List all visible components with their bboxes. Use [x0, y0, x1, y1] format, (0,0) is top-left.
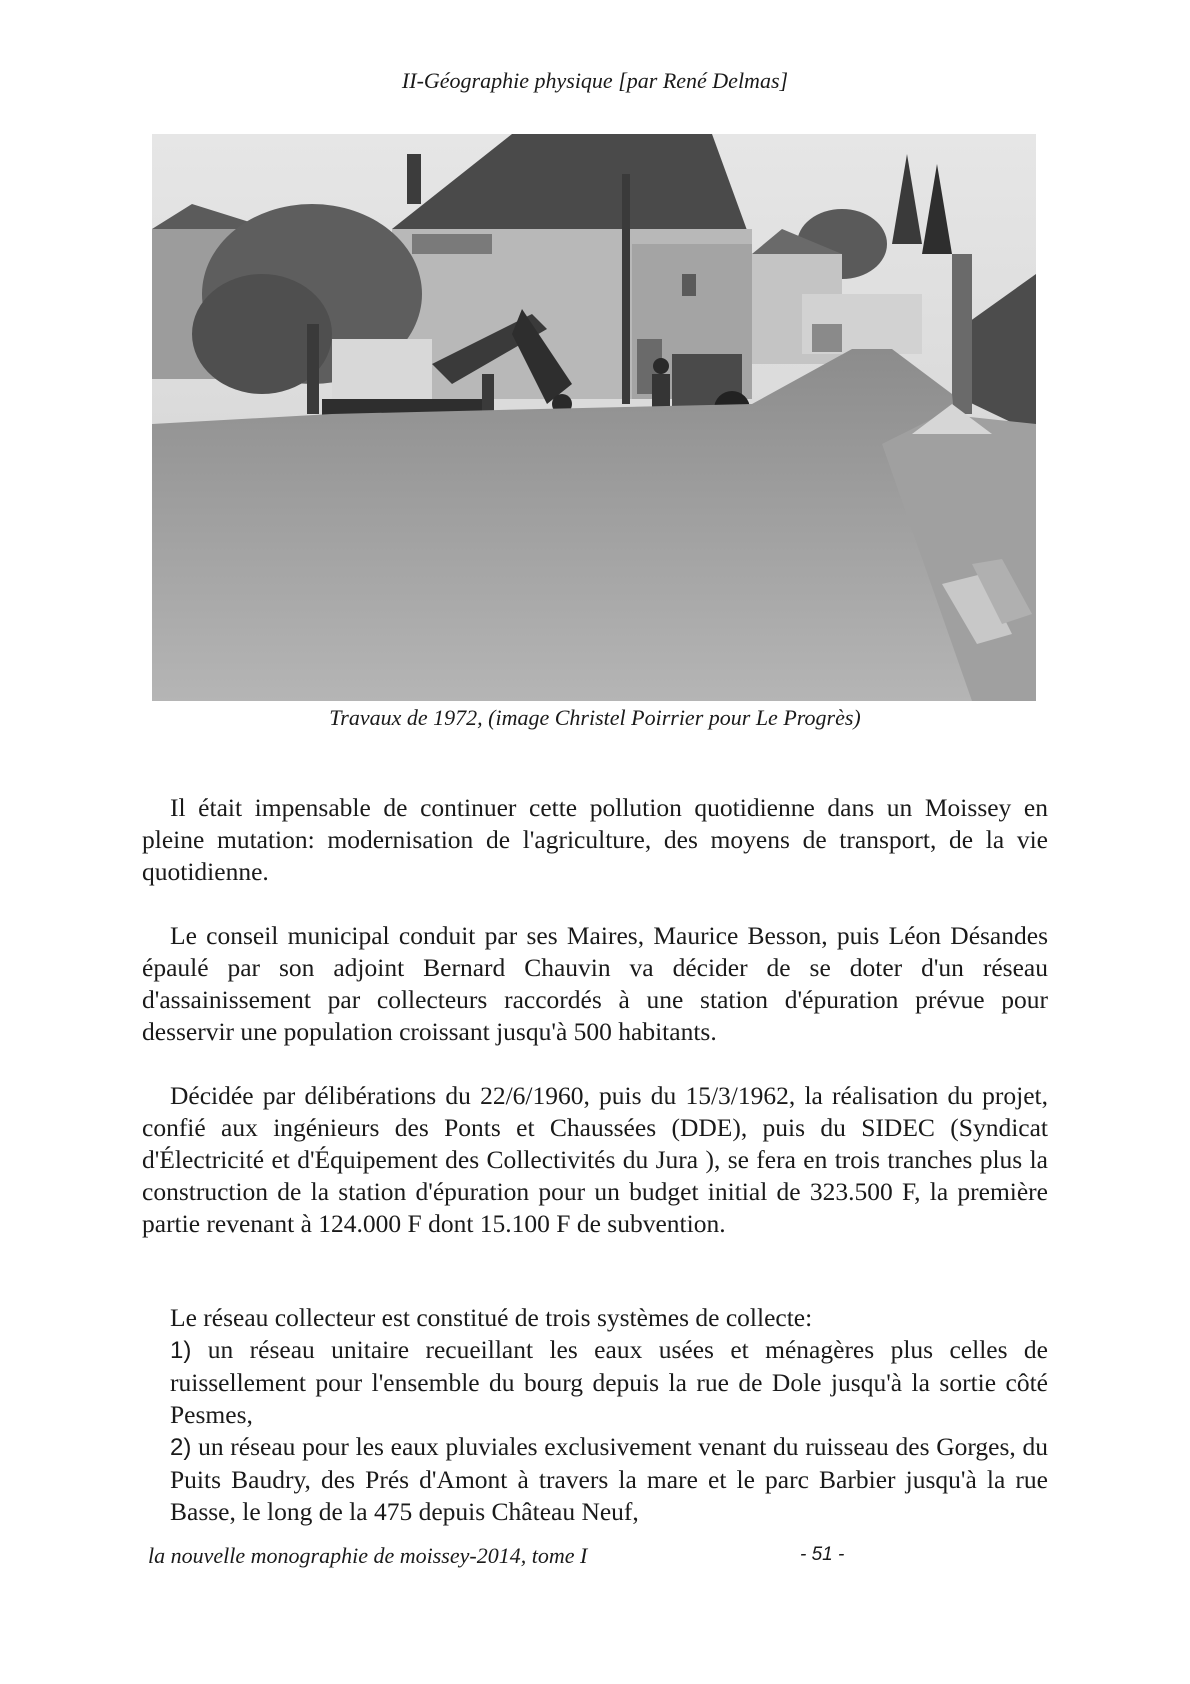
street-works-photo: [152, 134, 1036, 701]
paragraph-3: Décidée par délibérations du 22/6/1960, puis du 15/3/1962, la réalisation du projet, confié aux ingénieurs des Ponts et Chaussées (DDE), puis du SIDEC (Syndicat d'Électricité et d'Équipement des Collectivités du Jura ), se fera en trois tranches plus la construction de la station d'épuration pour un budget initial de 323.500 F, la première partie revenant à 124.000 F dont 15.100 F de subvention.: [142, 1081, 1048, 1238]
list-item-number: 2): [170, 1434, 192, 1461]
list-item-number: 1): [170, 1337, 192, 1364]
list-lead: Le réseau collecteur est constitué de trois systèmes de collecte:: [170, 1303, 813, 1332]
list-item-text: un réseau pour les eaux pluviales exclusivement venant du ruisseau des Gorges, du Puits Baudry, des Prés d'Amont à travers la mare et le parc Barbier jusqu'à la rue Basse, le long de la 475 depuis Château Neuf,: [170, 1432, 1049, 1526]
paragraph-1: Il était impensable de continuer cette pollution quotidienne dans un Moissey en pleine mutation: modernisation de l'agriculture, des moyens de transport, de la vie quotidienne.: [142, 793, 1048, 886]
list-item-text: un réseau unitaire recueillant les eaux usées et ménagères plus celles de ruissellement pour l'ensemble du bourg depuis la rue de Dole jusqu'à la sortie côté Pesmes,: [170, 1335, 1048, 1429]
page-header: II-Géographie physique [par René Delmas]: [401, 68, 789, 93]
list-item: [170, 1431, 1048, 1528]
collect-systems-list: [170, 1302, 1048, 1528]
page-number: - 51 -: [800, 1544, 845, 1565]
figure-caption: Travaux de 1972, (image Christel Poirrier pour Le Progrès): [329, 705, 861, 730]
list-item: [170, 1334, 1048, 1431]
paragraph-2: Le conseil municipal conduit par ses Maires, Maurice Besson, puis Léon Désandes épaulé par son adjoint Bernard Chauvin va décider de se doter d'un réseau d'assainissement par collecteurs raccordés à une station d'épuration prévue pour desservir une population croissant jusqu'à 500 habitants.: [142, 921, 1048, 1046]
footer-title: la nouvelle monographie de moissey-2014, tome I: [148, 1543, 588, 1568]
